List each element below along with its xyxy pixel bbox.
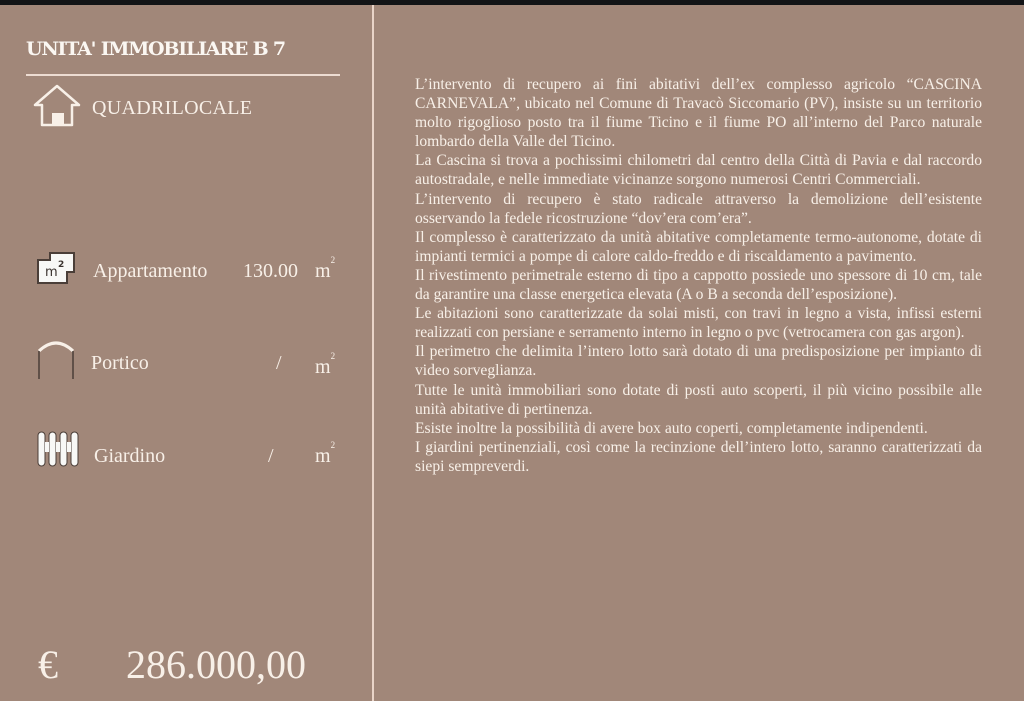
feature-unit: $m^2$	[315, 255, 336, 282]
feature-label: Appartamento	[93, 260, 208, 282]
vertical-divider	[372, 5, 374, 701]
title-divider	[26, 74, 340, 76]
description-paragraph: La Cascina si trova a pochissimi chilometri dal centro della Città di Pavia e dal raccordo autostradale, e nelle immediate vicinanze sorgono numerosi Centri Commerciali.	[415, 152, 982, 189]
description-text	[415, 75, 982, 476]
svg-text:2: 2	[58, 260, 65, 270]
portico-arch-icon	[36, 337, 76, 381]
feature-label: Portico	[91, 352, 149, 374]
feature-row-portico	[36, 337, 346, 381]
garden-fence-icon	[36, 426, 82, 470]
feature-value: 130.00	[243, 260, 298, 282]
description-paragraph: Le abitazioni sono caratterizzate da solai misti, con travi in legno a vista, infissi esterni realizzati con persiane e serramento interno in legno o pvc (vetrocamera con gas argon).	[415, 305, 982, 342]
unit-type-row	[32, 82, 252, 134]
price-amount: 286.000,00	[126, 642, 306, 687]
feature-label: Giardino	[94, 445, 166, 467]
unit-type-label: QUADRILOCALE	[92, 96, 253, 119]
feature-row-giardino	[36, 426, 346, 470]
floor-area-icon	[36, 250, 76, 286]
description-paragraph: Il rivestimento perimetrale esterno di tipo a cappotto possiede uno spessore di 10 cm, tale da garantire una classe energetica elevata (A o B a seconda dell’esposizione).	[415, 266, 982, 304]
description-paragraph: L’intervento di recupero è stato radicale attraverso la demolizione dell’esistente osservando la fedele ricostruzione “dov’era com’era”.	[415, 190, 982, 227]
euro-icon: €	[38, 642, 58, 687]
feature-unit: $m^2$	[315, 440, 336, 467]
feature-row-appartamento	[36, 250, 346, 294]
feature-value: /	[276, 352, 282, 374]
description-paragraph: I giardini pertinenziali, così come la recinzione dell’intero lotto, saranno caratterizzati da siepi sempreverdi.	[415, 438, 982, 475]
description-paragraph: Tutte le unità immobiliari sono dotate di posti auto scoperti, il più vicino possibile alle unità abitative di pertinenza.	[415, 381, 982, 418]
svg-text:m: m	[45, 265, 58, 280]
description-paragraph: Il perimetro che delimita l’intero lotto sarà dotato di una predisposizione per impianto di video sorveglianza.	[415, 343, 982, 380]
house-icon	[32, 83, 82, 133]
feature-value: /	[268, 445, 274, 467]
unit-title: UNITA' IMMOBILIARE B 7	[26, 38, 285, 60]
description-paragraph: Il complesso è caratterizzato da unità abitative completamente termo-autonome, dotate di impianti termici a pompe di calore caldo-freddo e di riscaldamento a pavimento.	[415, 228, 982, 265]
description-paragraph: L’intervento di recupero ai fini abitativi dell’ex complesso agricolo “CASCINA CARNEVALA”, ubicato nel Comune di Travacò Siccomario (PV), insiste su un territorio molto rigoglioso posto tra il fiume Ticino e il fiume PO all’interno del Parco naturale lombardo della Valle del Ticino.	[415, 76, 982, 151]
description-paragraph: Esiste inoltre la possibilità di avere box auto coperti, completamente indipendenti.	[415, 419, 928, 437]
feature-unit: $m^2$	[315, 351, 336, 378]
unit-summary-panel	[0, 5, 372, 701]
price	[38, 641, 306, 688]
